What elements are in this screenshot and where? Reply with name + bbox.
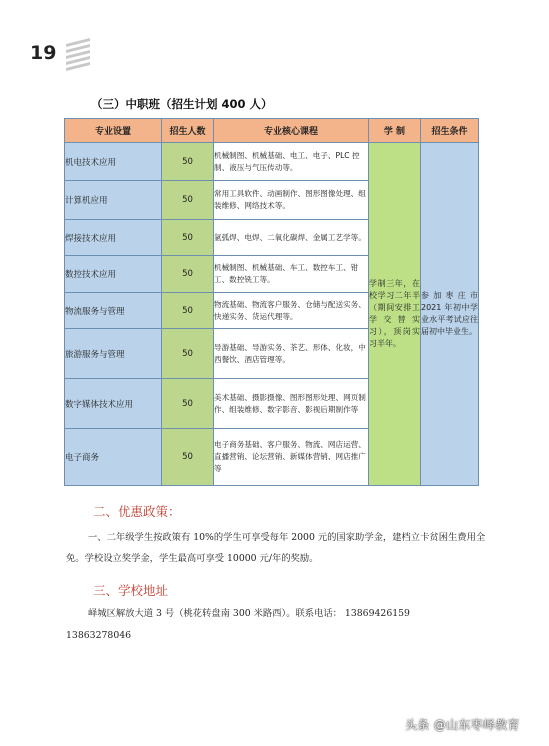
- count-cell: 50: [162, 181, 214, 220]
- policy-heading: 二、优惠政策：: [93, 504, 181, 519]
- courses-cell: 机械制图、机械基础、车工、数控车工、钳工、数控铣工等。: [214, 256, 369, 293]
- stripe-decoration-icon: [66, 38, 90, 72]
- header-requirement: 招生条件: [421, 119, 479, 143]
- courses-cell: 导游基础、导游实务、茶艺、形体、化妆，中西餐饮、酒店管理等。: [214, 329, 369, 379]
- major-cell: 数控技术应用: [65, 256, 162, 293]
- courses-cell: 机械制图、机械基础、电工、电子、PLC 控制、液压与气压传动等。: [214, 143, 369, 181]
- major-cell: 焊接技术应用: [65, 220, 162, 256]
- count-cell: 50: [162, 379, 214, 429]
- major-cell: 计算机应用: [65, 181, 162, 220]
- count-cell: 50: [162, 429, 214, 486]
- header-major: 专业设置: [65, 119, 162, 143]
- count-cell: 50: [162, 143, 214, 181]
- requirement-cell: 参加枣庄市 2021 年初中学业水平考试应往届初中毕业生。: [421, 143, 479, 486]
- header-courses: 专业核心课程: [214, 119, 369, 143]
- major-cell: 电子商务: [65, 429, 162, 486]
- address-line: 峄城区解放大道 3 号（桃花转盘南 300 米路西）。联系电话： 13869426159: [88, 608, 410, 619]
- page-number: 19: [30, 42, 57, 64]
- major-cell: 数字媒体技术应用: [65, 379, 162, 429]
- count-cell: 50: [162, 329, 214, 379]
- courses-cell: 美术基础、摄影摄像、图形图形处理、网页制作、组装维修、数字影音、影视后期制作等: [214, 379, 369, 429]
- courses-cell: 氩弧焊、电焊、二氧化碳焊、金属工艺学等。: [214, 220, 369, 256]
- major-cell: 物流服务与管理: [65, 293, 162, 329]
- courses-cell: 物流基础、物流客户服务、仓储与配送实务、快递实务、货运代理等。: [214, 293, 369, 329]
- courses-cell: 电子商务基础、客户服务、物流、网店运营、直播营销、论坛营销、新媒体营销、网店推广等: [214, 429, 369, 486]
- table-header-row: [65, 119, 479, 143]
- policy-paragraph: 一、二年级学生按政策有 10%的学生可享受每年 2000 元的国家助学金，建档立卡贫困生费用全免。学校设立奖学金，学生最高可享受 10000 元/年的奖励。: [66, 532, 486, 564]
- address-heading: 三、学校地址: [93, 583, 169, 598]
- enrollment-table: [64, 118, 479, 486]
- header-count: 招生人数: [162, 119, 214, 143]
- phone-number: 13863278046: [66, 630, 132, 641]
- count-cell: 50: [162, 293, 214, 329]
- section-title: （三）中职班（招生计划 400 人）: [91, 97, 273, 111]
- header-duration: 学 制: [369, 119, 421, 143]
- major-cell: 机电技术应用: [65, 143, 162, 181]
- duration-cell: 学制三年，在校学习二年半（期间安排工学交替实习），顶岗实习半年。: [369, 143, 421, 486]
- count-cell: 50: [162, 220, 214, 256]
- count-cell: 50: [162, 256, 214, 293]
- courses-cell: 常用工具软件、动画制作、图形图像处理、组装维修、网络技术等。: [214, 181, 369, 220]
- table-row: [65, 143, 479, 181]
- watermark-logo: 头条 @山东枣峄教育: [405, 718, 520, 732]
- major-cell: 旅游服务与管理: [65, 329, 162, 379]
